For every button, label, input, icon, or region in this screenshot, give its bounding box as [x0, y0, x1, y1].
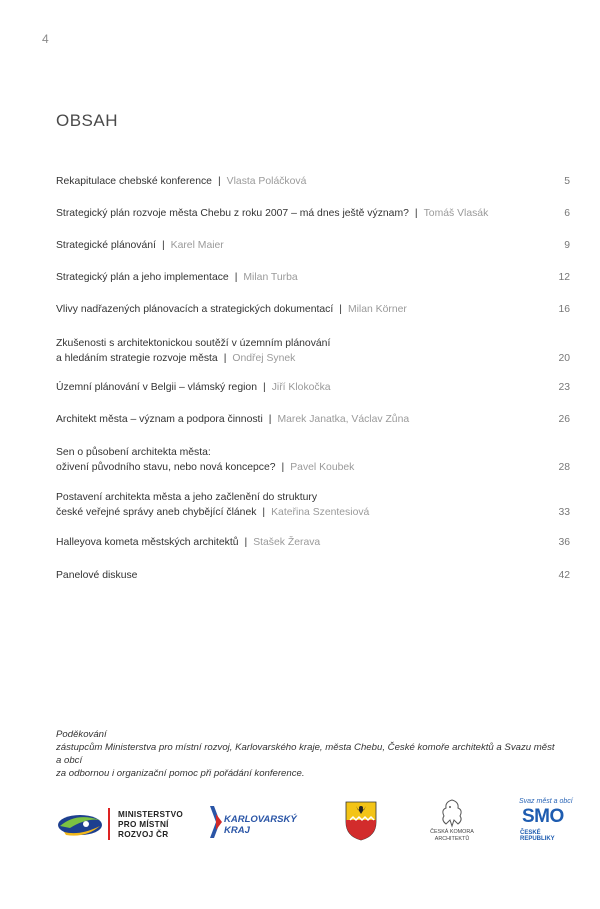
toc-entry-title: Územní plánování v Belgii – vlámský region [56, 382, 257, 393]
toc-entry-page: 5 [564, 176, 570, 187]
toc-entry-page: 36 [558, 537, 570, 548]
toc-entry-author: Milan Körner [347, 304, 407, 315]
toc-entry-author: Pavel Koubek [290, 462, 355, 473]
mmr-logo-text [118, 810, 183, 840]
toc-entry-page: 26 [558, 414, 570, 425]
acknowledgements [56, 728, 556, 780]
toc-entry-title: Architekt města – význam a podpora činnosti [56, 414, 263, 425]
karlovarsky-kraj-logo [208, 802, 298, 848]
toc-entry-author: Stašek Žerava [253, 537, 321, 548]
toc-entry-page: 12 [558, 272, 570, 283]
toc-entry-author: Kateřina Szentesiová [271, 507, 370, 518]
separator: | [217, 176, 221, 187]
toc-entry-page: 28 [558, 462, 570, 473]
mmr-line: MINISTERSTVO [118, 810, 184, 819]
cka-logo [422, 798, 482, 846]
toc-entry-title: Strategický plán a jeho implementace [56, 272, 229, 283]
toc-entry-title: oživení původního stavu, nebo nová koncepce? [56, 462, 276, 473]
acknowledgements-line: zástupcům Ministerstva pro místní rozvoj, Karlovarského kraje, města Chebu, České komoře architektů a Svazu měst a obcí [56, 742, 555, 766]
kk-line: KARLOVARSKÝ [224, 814, 297, 825]
toc-entry-title: Strategické plánování [56, 240, 156, 251]
toc-entry-title: Halleyova kometa městských architektů [56, 537, 239, 548]
toc-entry[interactable] [56, 302, 572, 317]
toc-entry[interactable] [56, 174, 572, 189]
cka-line: ARCHITEKTŮ [434, 835, 470, 842]
toc-entry-title: Postavení architekta města a jeho začlenění do struktury [56, 492, 318, 503]
toc-entry-title: Sen o působení architekta města: [56, 447, 211, 458]
toc-entry-page: 23 [558, 382, 570, 393]
toc-entry-page: 20 [558, 353, 570, 364]
acknowledgements-line: za odbornou i organizační pomoc při pořádání konference. [56, 768, 305, 779]
coat-of-arms-icon [344, 800, 378, 842]
toc-entry-author: Milan Turba [243, 272, 298, 283]
toc-entry-title: Panelové diskuse [56, 570, 138, 581]
toc-entry-title: Strategický plán rozvoje města Chebu z roku 2007 – má dnes ještě význam? [56, 208, 409, 219]
separator: | [281, 462, 285, 473]
mmr-line: PRO MÍSTNÍ [118, 820, 169, 829]
toc-entry[interactable] [56, 535, 572, 550]
cka-logo-text [422, 829, 482, 842]
separator: | [262, 382, 266, 393]
kk-logo-text [224, 814, 297, 836]
separator: | [339, 304, 342, 315]
page-number: 4 [42, 32, 49, 46]
separator: | [234, 272, 238, 283]
toc-entry-author: Karel Maier [170, 240, 224, 251]
toc-entry-author: Ondřej Synek [232, 353, 296, 364]
toc-entry-page: 42 [558, 570, 570, 581]
separator: | [244, 537, 248, 548]
toc-entry-page: 9 [564, 240, 570, 251]
acknowledgements-title: Poděkování [56, 729, 107, 740]
cka-line: ČESKÁ KOMORA [430, 829, 474, 835]
toc-entry-title: Rekapitulace chebské konference [56, 176, 212, 187]
smo-bottom-text: ČESKÉ REPUBLIKY [520, 830, 555, 842]
separator: | [414, 208, 418, 219]
toc-entry-title: české veřejné správy aneb chybějící článek [56, 507, 257, 518]
toc-entry[interactable] [56, 380, 572, 395]
mmr-emblem-icon [56, 806, 106, 846]
smo-mid-text: SMO [522, 806, 564, 827]
toc-entry[interactable] [56, 490, 572, 520]
toc-entry-page: 33 [558, 507, 570, 518]
kk-emblem-icon [208, 804, 224, 840]
cheb-coat-of-arms [344, 800, 378, 842]
toc-entry-page: 6 [564, 208, 570, 219]
toc-entry-title: Vlivy nadřazených plánovacích a strategických dokumentací [56, 304, 334, 315]
toc-entry-title: a hledáním strategie rozvoje města [56, 353, 218, 364]
toc-entry-title: Zkušenosti s architektonickou soutěží v územním plánování [56, 338, 331, 349]
toc-entry-author: Marek Janatka, Václav Zůna [277, 414, 410, 425]
toc-entry[interactable] [56, 238, 572, 253]
separator: | [268, 414, 272, 425]
separator: | [262, 507, 266, 518]
separator: | [223, 353, 227, 364]
toc-entry-author: Jiří Klokočka [271, 382, 331, 393]
mmr-logo [56, 796, 196, 846]
smo-logo [516, 798, 576, 846]
toc-entry-author: Tomáš Vlasák [423, 208, 489, 219]
toc-entry[interactable] [56, 206, 572, 221]
toc-entry-author: Vlasta Poláčková [226, 176, 307, 187]
toc-entry[interactable] [56, 336, 572, 366]
partner-logos [56, 796, 576, 856]
separator: | [161, 240, 165, 251]
toc-entry-page: 16 [558, 304, 570, 315]
page-title: OBSAH [56, 111, 119, 130]
mmr-divider [108, 808, 110, 840]
mmr-line: ROZVOJ ČR [118, 830, 169, 839]
lion-icon [439, 798, 465, 828]
toc-entry[interactable] [56, 270, 572, 285]
smo-top-text: Svaz měst a obcí [519, 798, 573, 805]
toc-entry[interactable] [56, 568, 572, 583]
kk-line: KRAJ [224, 825, 250, 836]
toc-entry[interactable] [56, 412, 572, 427]
toc-entry[interactable] [56, 445, 572, 475]
